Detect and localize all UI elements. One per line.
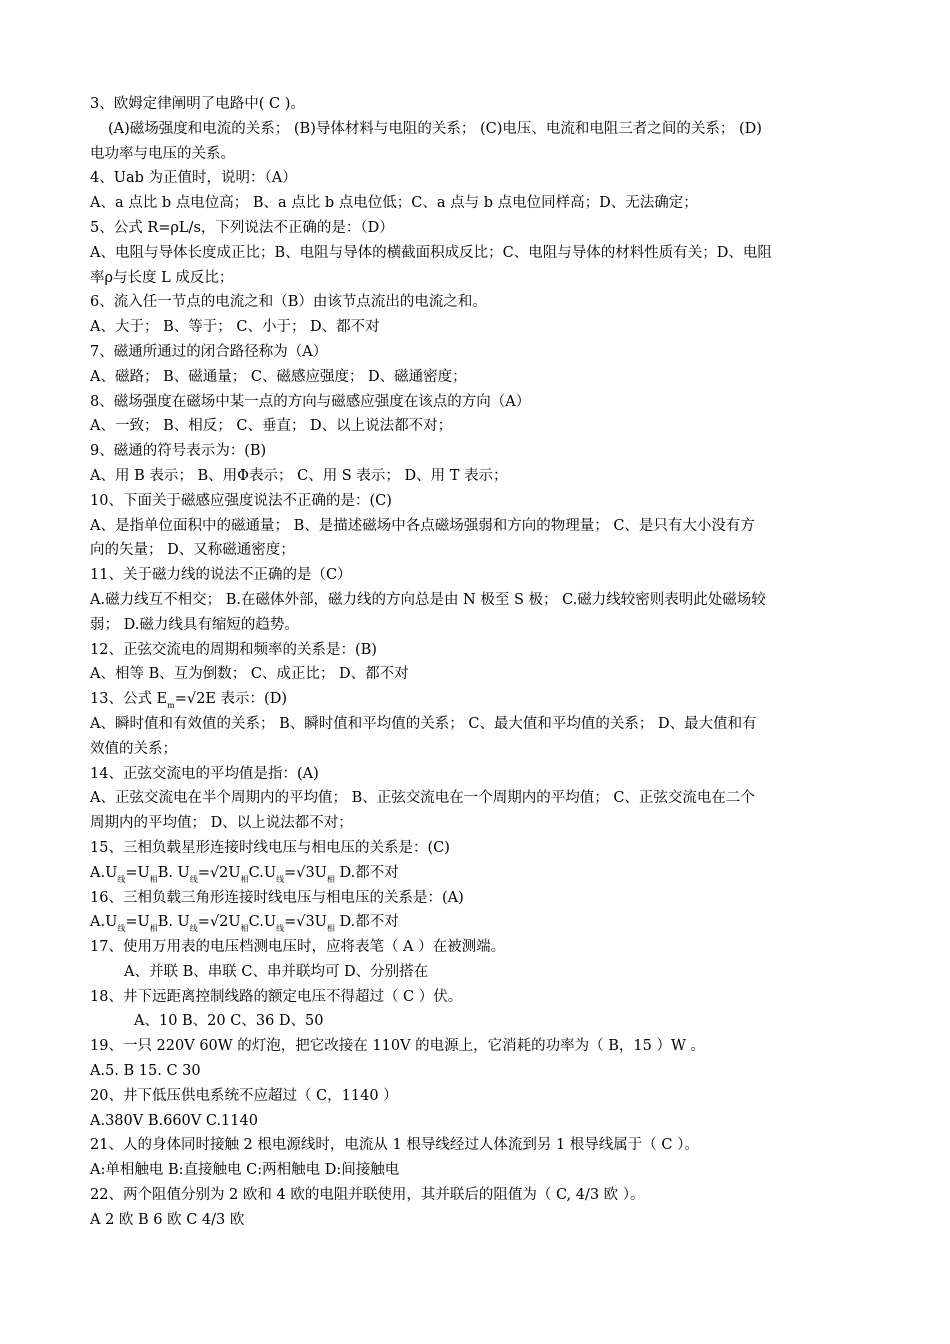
question-20-options: A.380V B.660V C.1140 (90, 1112, 258, 1129)
question-11-options-cont: 弱； D.磁力线具有缩短的趋势。 (90, 616, 299, 633)
question-22: 22、两个阻值分别为 2 欧和 4 欧的电阻并联使用，其并联后的阻值为（ C, 4/3 欧 ）。 (90, 1187, 645, 1204)
question-5-options: A、电阻与导体长度成正比；B、电阻与导体的横截面积成反比；C、电阻与导体的材料性质有关；D、电阻 (90, 244, 772, 261)
q16-b: B. U (157, 914, 190, 931)
question-16: 16、三相负载三角形连接时线电压与相电压的关系是：(A) (90, 889, 464, 906)
sub-phase: 相 (240, 924, 249, 934)
question-17: 17、使用万用表的电压档测电压时，应将表笔（ A ）在被测端。 (90, 939, 506, 956)
question-5-options-cont: 率ρ与长度 L 成反比； (90, 269, 234, 286)
question-9-options: A、用 B 表示； B、用Φ表示； C、用 S 表示； D、用 T 表示； (90, 467, 508, 484)
question-4: 4、Uab 为正值时，说明：（A） (90, 170, 297, 187)
question-20: 20、井下低压供电系统不应超过（ C，1140 ） (90, 1087, 398, 1104)
question-15: 15、三相负载星形连接时线电压与相电压的关系是：(C) (90, 839, 450, 856)
question-13-options: A、瞬时值和有效值的关系； B、瞬时值和平均值的关系； C、最大值和平均值的关系； D、最大值和有 (90, 715, 757, 732)
question-16-options (90, 910, 870, 935)
sub-line: 线 (117, 924, 126, 934)
question-12: 12、正弦交流电的周期和频率的关系是：(B) (90, 641, 377, 658)
q16-c: C.U (248, 914, 277, 931)
question-4-options: A、a 点比 b 点电位高； B、a 点比 b 点电位低；C、a 点与 b 点电位同样高；D、无法确定； (90, 195, 698, 212)
q16-d: D.都不对 (339, 914, 399, 931)
question-21-options: A:单相触电 B:直接触电 C:两相触电 D:间接触电 (90, 1162, 400, 1179)
sub-line: 线 (117, 874, 126, 884)
question-18-options: A、10 B、20 C、36 D、50 (134, 1013, 324, 1030)
question-11: 11、关于磁力线的说法不正确的是（C） (90, 567, 352, 584)
question-13 (90, 687, 870, 712)
document-page (90, 92, 870, 1233)
question-6-options: A、大于； B、等于； C、小于； D、都不对 (90, 319, 380, 336)
sub-line: 线 (276, 924, 285, 934)
question-9: 9、磁通的符号表示为：(B) (90, 443, 267, 460)
question-8-options: A、一致； B、相反； C、垂直； D、以上说法都不对； (90, 418, 453, 435)
question-12-options: A、相等 B、互为倒数； C、成正比； D、都不对 (90, 666, 409, 683)
sub-phase: 相 (149, 874, 158, 884)
question-14-options: A、正弦交流电在半个周期内的平均值； B、正弦交流电在一个周期内的平均值； C、正弦交流电在二个 (90, 790, 755, 807)
q15-d: D.都不对 (339, 864, 399, 881)
question-13-formula: =√2E 表示：(D) (174, 691, 287, 708)
sub-phase: 相 (326, 924, 335, 934)
q16-b-eq: =√2U (197, 914, 241, 931)
q16-a: A.U (90, 914, 118, 931)
sub-line: 线 (189, 924, 198, 934)
question-21: 21、人的身体同时接触 2 根电源线时，电流从 1 根导线经过人体流到另 1 根导线属于（ C ）。 (90, 1137, 699, 1154)
question-14-options-cont: 周期内的平均值； D、以上说法都不对； (90, 815, 353, 832)
sub-line: 线 (189, 874, 198, 884)
question-7: 7、磁通所通过的闭合路径称为（A） (90, 343, 328, 360)
question-11-options: A.磁力线互不相交； B.在磁体外部，磁力线的方向总是由 N 极至 S 极； C.磁力线较密则表明此处磁场较 (90, 591, 766, 608)
q15-b: B. U (157, 864, 190, 881)
question-22-options: A 2 欧 B 6 欧 C 4/3 欧 (90, 1211, 245, 1228)
question-19-options: A.5. B 15. C 30 (90, 1063, 201, 1080)
question-10: 10、下面关于磁感应强度说法不正确的是：(C) (90, 492, 392, 509)
question-3: 3、欧姆定律阐明了电路中( C )。 (90, 96, 305, 112)
sub-line: 线 (276, 874, 285, 884)
q15-a: A.U (90, 864, 118, 881)
sub-phase: 相 (240, 874, 249, 884)
sub-phase: 相 (326, 874, 335, 884)
sub-phase: 相 (149, 924, 158, 934)
q15-b-eq: =√2U (197, 864, 241, 881)
question-10-options-cont: 向的矢量； D、又称磁通密度； (90, 542, 295, 559)
question-19: 19、一只 220V 60W 的灯泡，把它改接在 110V 的电源上，它消耗的功率为（ B，15 ）W 。 (90, 1038, 705, 1055)
question-13-options-cont: 效值的关系； (90, 740, 177, 757)
question-5: 5、公式 R=ρL/s，下列说法不正确的是：（D） (90, 219, 394, 236)
subscript-m: m (167, 701, 175, 711)
q15-eq: =U (125, 864, 150, 881)
q16-eq: =U (125, 914, 150, 931)
question-17-options: A、并联 B、串联 C、串并联均可 D、分别搭在 (124, 963, 429, 980)
question-18: 18、井下远距离控制线路的额定电压不得超过（ C ）伏。 (90, 988, 463, 1005)
question-13-text: 13、公式 E (90, 691, 168, 708)
question-7-options: A、磁路； B、磁通量； C、磁感应强度； D、磁通密度； (90, 368, 467, 385)
question-14: 14、正弦交流电的平均值是指：(A) (90, 765, 319, 782)
q15-c-eq: =√3U (284, 864, 327, 881)
question-3-options: (A)磁场强度和电流的关系； (B)导体材料与电阻的关系； (C)电压、电流和电阻三者之间的关系； (D) (108, 120, 762, 137)
question-8: 8、磁场强度在磁场中某一点的方向与磁感应强度在该点的方向（A） (90, 393, 531, 410)
question-3-options-cont: 电功率与电压的关系。 (90, 145, 235, 162)
q16-c-eq: =√3U (284, 914, 327, 931)
question-10-options: A、是指单位面积中的磁通量； B、是描述磁场中各点磁场强弱和方向的物理量； C、是只有大小没有方 (90, 517, 755, 534)
question-15-options (90, 861, 870, 886)
question-6: 6、流入任一节点的电流之和（B）由该节点流出的电流之和。 (90, 294, 487, 311)
q15-c: C.U (248, 864, 277, 881)
